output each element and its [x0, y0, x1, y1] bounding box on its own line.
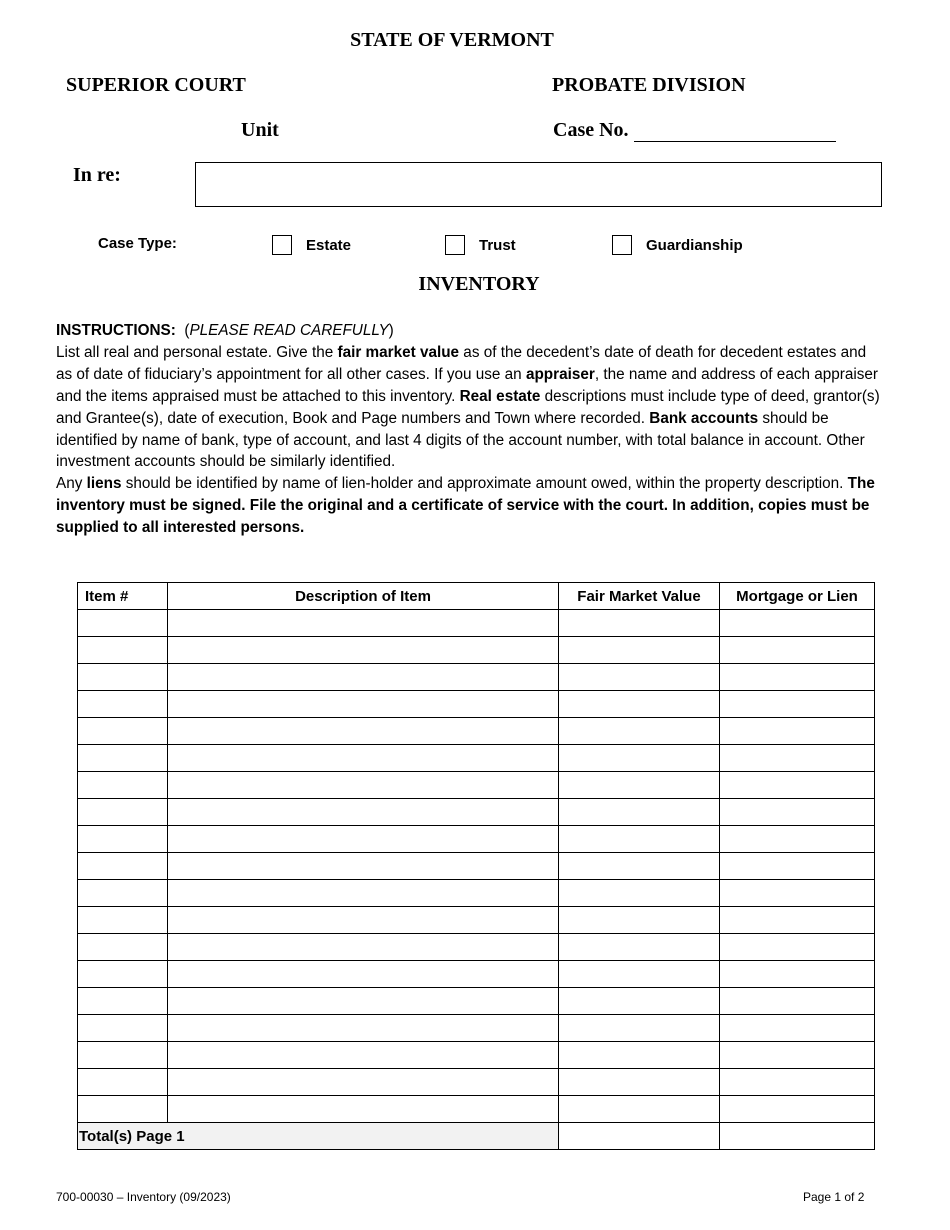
- table-row: [78, 853, 875, 880]
- description-cell[interactable]: [168, 799, 559, 826]
- description-cell[interactable]: [168, 772, 559, 799]
- description-cell[interactable]: [168, 745, 559, 772]
- value-cell[interactable]: [559, 880, 720, 907]
- value-cell[interactable]: [559, 772, 720, 799]
- guardianship-label: Guardianship: [646, 236, 743, 254]
- lien-cell[interactable]: [720, 691, 875, 718]
- lien-cell[interactable]: [720, 664, 875, 691]
- table-row: [78, 1069, 875, 1096]
- totals-row: [78, 1123, 875, 1150]
- inventory-table: [77, 582, 875, 1150]
- lien-cell[interactable]: [720, 637, 875, 664]
- value-cell[interactable]: [559, 664, 720, 691]
- table-body: [78, 610, 875, 1150]
- description-cell[interactable]: [168, 637, 559, 664]
- item-cell[interactable]: [78, 799, 168, 826]
- lien-cell[interactable]: [720, 907, 875, 934]
- case-no-input[interactable]: [634, 123, 836, 142]
- instr-text: should be identified by name of bank, type of account, and last 4 digits of the account number, with total balance in account. Other investment accounts should be similarly identified.: [56, 409, 865, 471]
- description-cell[interactable]: [168, 1096, 559, 1123]
- value-cell[interactable]: [559, 718, 720, 745]
- lien-cell[interactable]: [720, 1042, 875, 1069]
- item-cell[interactable]: [78, 826, 168, 853]
- lien-cell[interactable]: [720, 1015, 875, 1042]
- instr-emphasis: Real estate: [459, 387, 541, 405]
- value-cell[interactable]: [559, 637, 720, 664]
- totals-label: Total(s) Page 1: [78, 1123, 559, 1150]
- item-cell[interactable]: [78, 961, 168, 988]
- table-row: [78, 1015, 875, 1042]
- lien-cell[interactable]: [720, 961, 875, 988]
- item-cell[interactable]: [78, 1015, 168, 1042]
- instructions-paragraph-2: [56, 473, 886, 539]
- value-cell[interactable]: [559, 1015, 720, 1042]
- description-cell[interactable]: [168, 1042, 559, 1069]
- description-cell[interactable]: [168, 1069, 559, 1096]
- lien-cell[interactable]: [720, 826, 875, 853]
- case-no-field: [553, 119, 836, 142]
- table-header-row: [78, 583, 875, 610]
- lien-cell[interactable]: [720, 1096, 875, 1123]
- value-cell[interactable]: [559, 799, 720, 826]
- table-row: [78, 691, 875, 718]
- table-row: [78, 610, 875, 637]
- in-re-label: In re:: [73, 164, 121, 186]
- item-cell[interactable]: [78, 1069, 168, 1096]
- table-row: [78, 880, 875, 907]
- item-cell[interactable]: [78, 853, 168, 880]
- description-cell[interactable]: [168, 664, 559, 691]
- item-cell[interactable]: [78, 934, 168, 961]
- item-cell[interactable]: [78, 772, 168, 799]
- description-cell[interactable]: [168, 961, 559, 988]
- lien-cell[interactable]: [720, 745, 875, 772]
- item-cell[interactable]: [78, 1096, 168, 1123]
- instr-text: should be identified by name of lien-holder and approximate amount owed, within the property description.: [121, 475, 848, 493]
- value-cell[interactable]: [559, 934, 720, 961]
- instr-text: descriptions must include type of deed, grantor(s) and Grantee(s), date of execution, Book and Page numbers and Town where recorded.: [56, 387, 880, 427]
- lien-cell[interactable]: [720, 853, 875, 880]
- trust-checkbox[interactable]: [445, 235, 465, 255]
- lien-cell[interactable]: [720, 1069, 875, 1096]
- instr-text: , the name and address of each appraiser and the items appraised must be attached to this inventory.: [56, 365, 878, 405]
- description-cell[interactable]: [168, 1015, 559, 1042]
- instructions-paragraph-1: [56, 342, 886, 473]
- description-cell[interactable]: [168, 988, 559, 1015]
- lien-cell[interactable]: [720, 934, 875, 961]
- value-cell[interactable]: [559, 988, 720, 1015]
- case-no-label: Case No.: [553, 119, 629, 141]
- table-row: [78, 745, 875, 772]
- description-cell[interactable]: [168, 826, 559, 853]
- item-cell[interactable]: [78, 907, 168, 934]
- item-cell[interactable]: [78, 880, 168, 907]
- instr-text: as of the decedent’s date of death for decedent estates and as of date of fiduciary’s appointment for all other cases. If you use an: [56, 343, 867, 383]
- item-cell[interactable]: [78, 718, 168, 745]
- lien-cell[interactable]: [720, 880, 875, 907]
- estate-checkbox[interactable]: [272, 235, 292, 255]
- value-cell[interactable]: [559, 1042, 720, 1069]
- instr-emphasis: fair market value: [337, 343, 460, 361]
- division-name: PROBATE DIVISION: [552, 74, 746, 96]
- description-cell[interactable]: [168, 880, 559, 907]
- col-fair-market-value: Fair Market Value: [559, 583, 720, 610]
- table-row: [78, 637, 875, 664]
- table-row: [78, 799, 875, 826]
- instr-emphasis: liens: [86, 475, 122, 493]
- case-type-guardianship[interactable]: [612, 235, 743, 255]
- case-type-estate[interactable]: [272, 235, 351, 255]
- table-row: [78, 961, 875, 988]
- total-value-cell[interactable]: [559, 1123, 720, 1150]
- instr-emphasis: The inventory must be signed. File the original and a certificate of service with the court. In addition, copies must be supplied to all interested persons.: [56, 475, 875, 537]
- value-cell[interactable]: [559, 1069, 720, 1096]
- page-number: Page 1 of 2: [803, 1190, 865, 1204]
- item-cell[interactable]: [78, 610, 168, 637]
- in-re-input[interactable]: [195, 162, 882, 207]
- guardianship-checkbox[interactable]: [612, 235, 632, 255]
- table-row: [78, 718, 875, 745]
- value-cell[interactable]: [559, 907, 720, 934]
- lien-cell[interactable]: [720, 610, 875, 637]
- trust-label: Trust: [479, 236, 516, 254]
- description-cell[interactable]: [168, 853, 559, 880]
- value-cell[interactable]: [559, 610, 720, 637]
- value-cell[interactable]: [559, 826, 720, 853]
- estate-label: Estate: [306, 236, 352, 254]
- description-cell[interactable]: [168, 610, 559, 637]
- item-cell[interactable]: [78, 1042, 168, 1069]
- form-title: INVENTORY: [418, 273, 540, 295]
- instr-emphasis: appraiser: [525, 365, 595, 383]
- instr-text: List all real and personal estate. Give the: [56, 343, 338, 361]
- instr-emphasis: Bank accounts: [649, 409, 759, 427]
- col-mortgage-lien: Mortgage or Lien: [720, 583, 875, 610]
- value-cell[interactable]: [559, 853, 720, 880]
- table-row: [78, 907, 875, 934]
- item-cell[interactable]: [78, 637, 168, 664]
- lien-cell[interactable]: [720, 718, 875, 745]
- col-item-number: Item #: [78, 583, 168, 610]
- description-cell[interactable]: [168, 691, 559, 718]
- item-cell[interactable]: [78, 691, 168, 718]
- item-cell[interactable]: [78, 988, 168, 1015]
- case-type-trust[interactable]: [445, 235, 516, 255]
- value-cell[interactable]: [559, 691, 720, 718]
- state-title: STATE OF VERMONT: [350, 29, 554, 51]
- instructions-note: PLEASE READ CAREFULLY: [189, 322, 389, 339]
- table-row: [78, 826, 875, 853]
- lien-cell[interactable]: [720, 772, 875, 799]
- table-row: [78, 934, 875, 961]
- court-name: SUPERIOR COURT: [66, 74, 246, 96]
- value-cell[interactable]: [559, 745, 720, 772]
- unit-label: Unit: [241, 119, 279, 141]
- table-row: [78, 772, 875, 799]
- instr-text: Any: [56, 475, 87, 493]
- table-row: [78, 664, 875, 691]
- description-cell[interactable]: [168, 934, 559, 961]
- table-row: [78, 1042, 875, 1069]
- item-cell[interactable]: [78, 664, 168, 691]
- table-row: [78, 988, 875, 1015]
- lien-cell[interactable]: [720, 988, 875, 1015]
- table-row: [78, 1096, 875, 1123]
- instructions-heading: INSTRUCTIONS:: [56, 322, 176, 339]
- lien-cell[interactable]: [720, 799, 875, 826]
- instructions-block: [56, 320, 886, 539]
- item-cell[interactable]: [78, 745, 168, 772]
- total-lien-cell[interactable]: [720, 1123, 875, 1150]
- instructions-heading-line: INSTRUCTIONS: (PLEASE READ CAREFULLY): [56, 322, 394, 339]
- description-cell[interactable]: [168, 907, 559, 934]
- value-cell[interactable]: [559, 1096, 720, 1123]
- col-description: Description of Item: [168, 583, 559, 610]
- description-cell[interactable]: [168, 718, 559, 745]
- case-type-label: Case Type:: [98, 235, 177, 252]
- form-id: 700-00030 – Inventory (09/2023): [56, 1190, 231, 1204]
- value-cell[interactable]: [559, 961, 720, 988]
